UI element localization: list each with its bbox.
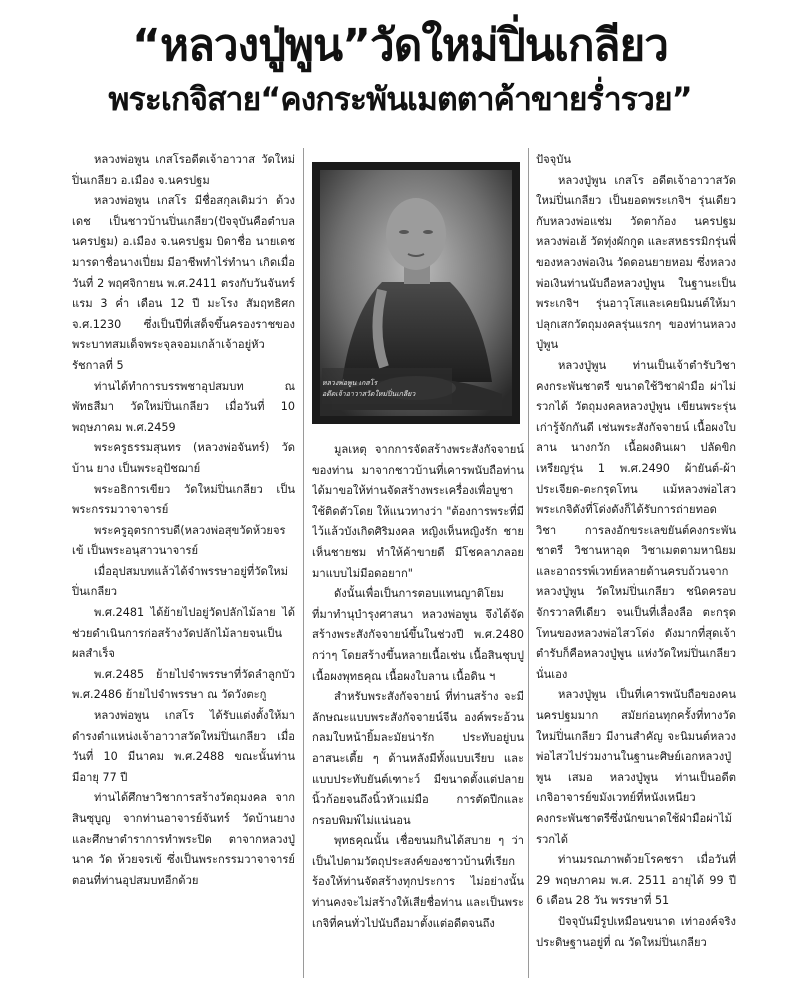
paragraph: หลวงปู่พูน เป็นที่เคารพนับถือของคนนครปฐมมาก สมัยก่อนทุกครั้งที่ทางวัดใหม่ปิ่นเกลียว มีงานสำคัญ จะนิมนต์หลวงพ่อไสวไปร่วมงานในฐานะศิษย์เอกหลวงปู่พูน เสมอ หลวงปู่พูน ท่านเป็นอดีตเกจิอาจารย์ขมังเวทย์ที่หนังเหนียว คงกระพันชาตรีซึ่งนักขนาดใช้ฝ่ามือผ่าไม้รวกได้ <box>536 688 736 846</box>
paragraph: พระอธิการเขียว วัดใหม่ปิ่นเกลียว เป็นพระกรรมวาจาจารย์ <box>72 482 295 517</box>
caption-line: อดีตเจ้าอาวาสวัดใหม่ปิ่นเกลียว <box>322 390 416 398</box>
paragraph: หลวงปู่พูน ท่านเป็นเจ้าตำรับวิชาคงกระพันชาตรี ขนาดใช้วิชาฝ่ามือ ผ่าไม่รวกได้ วัตถุมงคลหลวงปู่พูน เขียนพระรุ่นเก่ารู้จักกันดี เช่นพระสังกัจจายน์ เนื้อผงใบลาน นางกวัก เนื้อผงดินเผา ปลัดขิก เหรียญรุ่น 1 พ.ศ.2490 ผ้ายันต์-ผ้าประเจียด-ตะกรุดโทน แม้หลวงพ่อไสว พระเกจิดังที่โด่งดังก็ได้รับการถ่ายทอดวิชา การลงอักขระเลขยันต์คงกระพันชาตรี วิชานหาอุด วิชาเมตตามหานิยมและอาถรรพ์เวทย์หลายด้านครบถ้วนจากหลวงปู่พูน วัดใหม่ปิ่นเกลียว ชนิดครอบจักรวาลทีเดียว จนเป็นที่เลื่องลือ ตะกรุดโทนของหลวงพ่อไสวโด่ง ดังมากที่สุดเจ้าตำรับก็คือหลวงปู่พูน แห่งวัดใหม่ปิ่นเกลียวนั่นเอง <box>536 358 736 681</box>
paragraph: ดังนั้นเพื่อเป็นการตอบแทนญาติโยมที่มาทำนุบำรุงศาสนา หลวงพ่อพูน จึงได้จัดสร้างพระสังกัจจายน์ขึ้นในช่วงปี พ.ศ.2480 กว่าๆ โดยสร้างขึ้นหลายเนื้อเช่น เนื้อสินชุบปู เนื้อผงพุทธคุณ เนื้อผงใบลาน เนื้อดิน ฯ <box>312 587 524 683</box>
paragraph: หลวงพ่อพูน เกสโรอดีตเจ้าอาวาส วัดใหม่ปิ่นเกลียว อ.เมือง จ.นครปฐม <box>72 153 295 187</box>
article-column-3 <box>536 150 736 982</box>
column-divider <box>303 148 304 978</box>
paragraph: เมื่ออุปสมบทแล้วได้จำพรรษาอยู่ที่วัดใหม่ปิ่นเกลียว <box>72 564 288 599</box>
photo-caption <box>322 378 442 400</box>
headline-line-1: “หลวงปู่พูน”วัดใหม่ปิ่นเกลียว <box>132 20 668 71</box>
paragraph: ท่านมรณภาพด้วยโรคชรา เมื่อวันที่ 29 พฤษภาคม พ.ศ. 2511 อายุได้ 99 ปี 6 เดือน 28 วัน พรรษาที่ 51 <box>536 853 736 908</box>
paragraph: หลวงปู่พูน เกสโร อดีตเจ้าอาวาสวัดใหม่ปิ่นเกลียว เป็นยอดพระเกจิฯ รุ่นเดียวกับหลวงพ่อแช่ม วัดตาก้อง นครปฐม หลวงพ่อเฮ้ วัดทุ่งผักกูด และสหธรรมิกรุ่นพี่ของหลวงพ่อเงิน วัดดอนยายหอม ซึ่งหลวงพ่อเงินท่านนับถือหลวงปู่พูน ในฐานะเป็นพระเกจิฯ รุ่นอาวุโสและเคยนิมนต์ให้มาปลุกเสกวัตถุมงคลรุ่นแรกๆ ของท่านหลวงปู่พูน <box>536 173 736 352</box>
paragraph: พุทธคุณนั้น เชื่อขนมกินได้สบาย ๆ ว่าเป็นไปตามวัตถุประสงค์ของชาวบ้านที่เรียกร้องให้ท่านจัดสร้างทุกประการ ไม่อย่างนั้นท่านคงจะไม่สร้างให้เสียชื่อท่าน และเป็นพระเกจิที่คนทั่วไปนับถือมาตั้งแต่อดีตจนถึง <box>312 834 524 930</box>
article-column-1 <box>72 150 295 982</box>
headline-line-2: พระเกจิสาย“คงกระพันเมตตาค้าขายร่ำรวย” <box>108 80 692 118</box>
paragraph: สำหรับพระสังกัจจายน์ ที่ท่านสร้าง จะมีลักษณะแบบพระสังกัจจายน์จีน องค์พระอ้วนกลมใบหน้ายิ้มละมัยน่ารัก ประทับอยู่บนอาสนะเตี้ย ๆ ด้านหลังมีทั้งแบบเรียบ และแบบประทับยันต์เฑาะว์ มีขนาดตั้งแต่ปลายนิ้วก้อยจนถึงนิ้วหัวแม่มือ การตัดปีกและกรอบพิมพ์ไม่แน่นอน <box>312 690 524 827</box>
paragraph: พระครูธรรมสุนทร (หลวงพ่อจันทร์) วัดบ้าน ยาง เป็นพระอุปัชฌาย์ <box>72 441 295 475</box>
paragraph: หลวงพ่อพูน เกสโร มีชื่อสกุลเดิมว่า ด้วงเดช เป็นชาวบ้านปิ่นเกลียว(ปัจจุบันคือตำบลนครปฐม) อ.เมือง จ.นครปฐม บิดาชื่อ นายเดช มารดาชื่อนางเปี่ยม มีอาชีพทำไร่ทำนา เกิดเมื่อวันที่ 2 พฤศจิกายน พ.ศ.2411 ตรงกับวันจันทร์ แรม 3 ค่ำ เดือน 12 ปี มะโรง สัมฤทธิศก จ.ศ.1230 ซึ่งเป็นปีที่เสด็จขึ้นครองราชของพระบาทสมเด็จพระจุลจอมเกล้าเจ้าอยู่หัว รัชกาลที่ 5 <box>72 194 295 372</box>
paragraph: พระครูอุตรการบดี(หลวงพ่อสุขวัดห้วยจรเข้ เป็นพระอนุสาวนาจารย์ <box>72 523 286 558</box>
paragraph: หลวงพ่อพูน เกสโร ได้รับแต่งตั้งให้มาดำรงตำแหน่งเจ้าอาวาสวัดใหม่ปิ่นเกลียว เมื่อวันที่ 10 มีนาคม พ.ศ.2488 ขณะนั้นท่านมีอายุ 77 ปี <box>72 709 295 784</box>
paragraph: มูลเหตุ จากการจัดสร้างพระสังกัจจายน์ของท่าน มาจากชาวบ้านที่เคารพนับถือท่านได้มาขอให้ท่านจัดสร้างพระเครื่องเพื่อบูชาใช้ติดตัวโดย ให้แนวทางว่า "ต้องการพระที่มีไว้แล้วบังเกิดศิริมงคล หญิงเห็นหญิงรัก ชายเห็นชายชม ทำให้ค้าขายดี มีโชคลาภลอยมาแบบไม่มีอดอยาก" <box>312 443 524 580</box>
paragraph: พ.ศ.2485 ย้ายไปจำพรรษาที่วัดลำลูกบัว พ.ศ.2486 ย้ายไปจำพรรษา ณ วัดวังตะกู <box>72 667 295 702</box>
column-divider <box>528 148 529 978</box>
article-column-2 <box>312 440 524 982</box>
headline <box>68 18 732 122</box>
paragraph: ปัจจุบัน <box>536 153 571 166</box>
paragraph: พ.ศ.2481 ได้ย้ายไปอยู่วัดปลักไม้ลาย ได้ช่วยดำเนินการก่อสร้างวัดปลักไม้ลายจนเป็นผลสำเร็จ <box>72 606 295 661</box>
paragraph: ท่านได้ศึกษาวิชาการสร้างวัตถุมงคล จากสินซุบูญ จากท่านอาจารย์จันทร์ วัดบ้านยาง และศึกษาตำราการทำพระปิด ตาจากหลวงปู่นาค วัด ห้วยจรเข้ ซึ่งเป็นพระกรรมวาจาจารย์ตอนที่ท่านอุปสมบทอีกด้วย <box>72 791 295 887</box>
paragraph: ท่านได้ทำการบรรพชาอุปสมบท ณ พัทธสีมา วัดใหม่ปิ่นเกลียว เมื่อวันที่ 10 พฤษภาคม พ.ศ.2459 <box>72 379 295 434</box>
paragraph: ปัจจุบันมีรูปเหมือนขนาด เท่าองค์จริงประดิษฐานอยู่ที่ ณ วัดใหม่ปิ่นเกลียว <box>536 914 736 949</box>
caption-line: หลวงพ่อพูน เกสโร <box>322 379 378 387</box>
